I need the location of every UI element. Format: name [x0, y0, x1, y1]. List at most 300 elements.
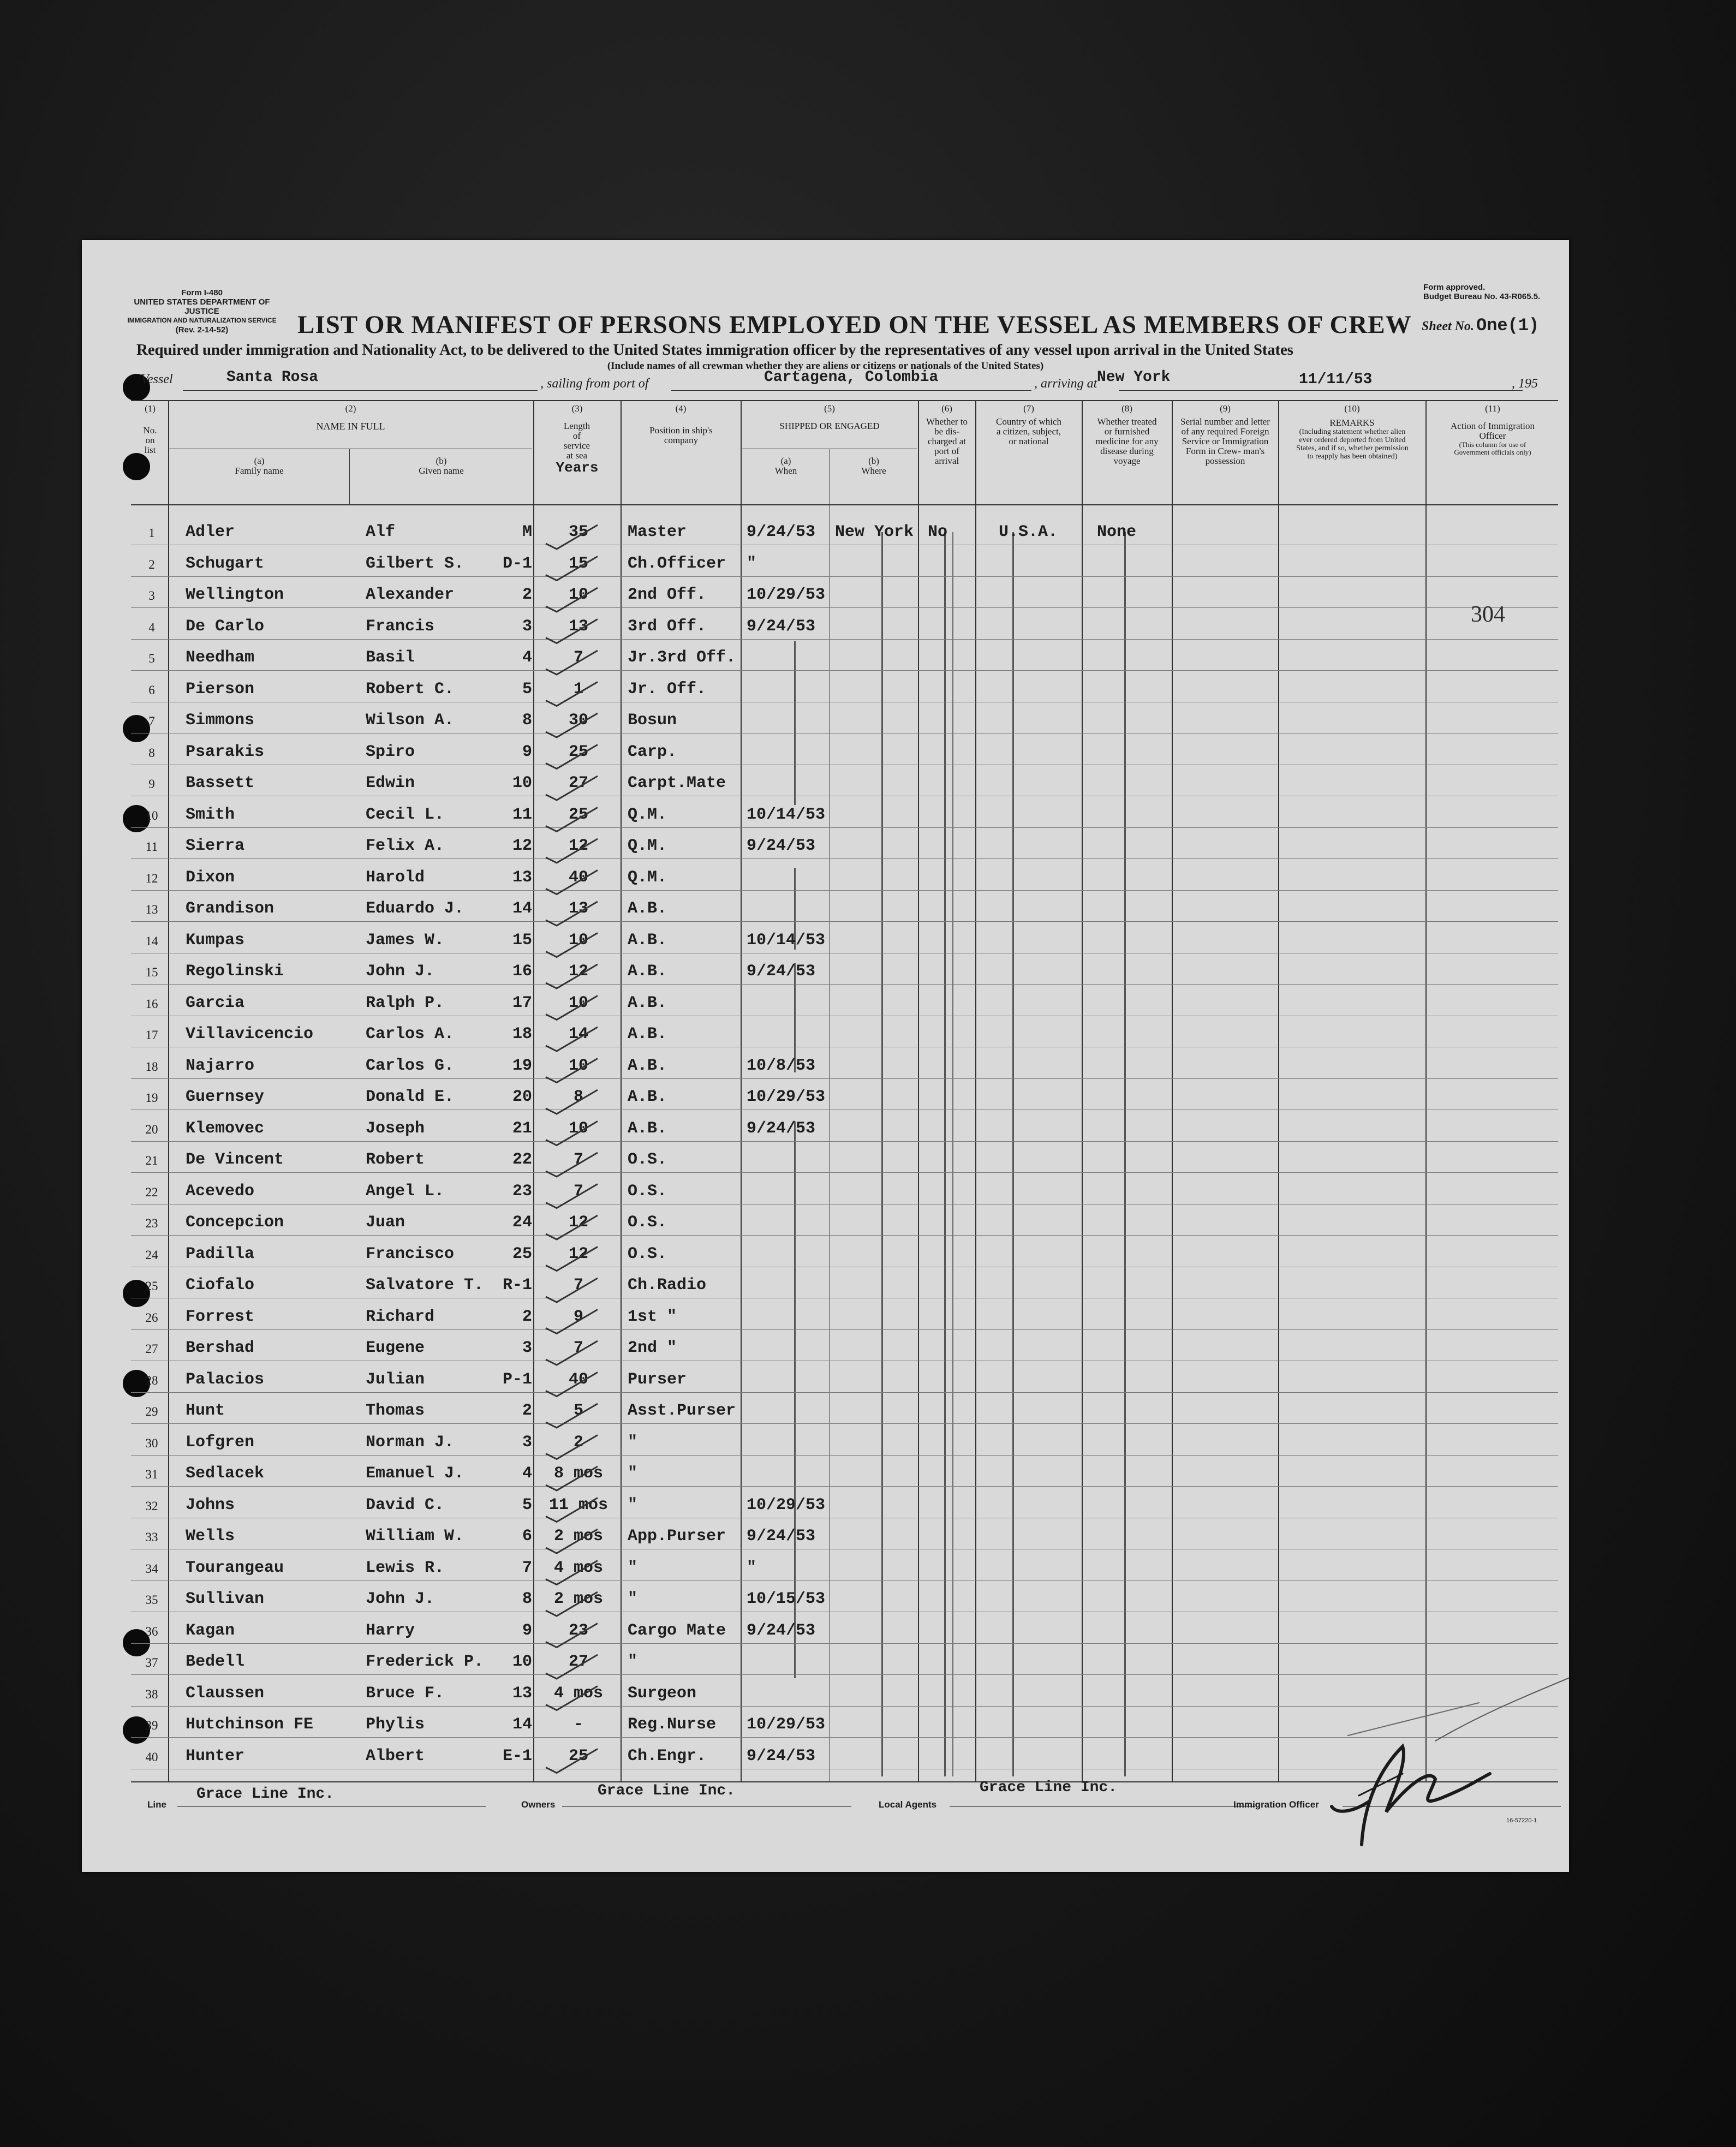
form-revision: (Rev. 2-14-52)	[175, 325, 229, 335]
crew-when: 9/24/53	[747, 1527, 816, 1546]
crew-given: William W.	[366, 1527, 464, 1546]
crew-years: 10	[568, 931, 588, 950]
crew-position: Carp.	[628, 742, 677, 761]
vessel-label: Vessel	[141, 372, 173, 386]
crew-when: 10/29/53	[747, 1715, 826, 1734]
check-mark	[546, 557, 598, 581]
row-number: 14	[145, 934, 158, 948]
crew-family: Regolinski	[186, 962, 284, 981]
crew-family: De Carlo	[186, 617, 265, 636]
crew-code: 17	[512, 993, 532, 1012]
crew-position: "	[628, 1558, 638, 1577]
crew-given: Eugene	[366, 1339, 425, 1357]
row-number: 10	[145, 808, 158, 822]
vessel-value: Santa Rosa	[226, 369, 319, 386]
check-mark	[546, 1184, 598, 1208]
crew-family: Hutchinson FE	[186, 1715, 314, 1734]
col-header-discharged: (6) Whether to be dis- charged at port of arrival	[926, 403, 968, 466]
crew-code: P-1	[502, 1370, 532, 1389]
crew-family: Kumpas	[186, 931, 245, 950]
footer-line-value: Grace Line Inc.	[196, 1786, 335, 1803]
crew-years: 2	[573, 1433, 583, 1452]
row-number: 7	[148, 714, 155, 728]
crew-given: Carlos A.	[366, 1025, 455, 1043]
form-subtitle: Required under immigration and Nationality Act, to be delivered to the United States immigration officer by the representatives of any vessel upon arrival in the United States	[136, 341, 1293, 359]
crew-code: 5	[522, 1495, 532, 1514]
crew-years: 40	[568, 1370, 588, 1389]
footer-owners-label: Owners	[521, 1799, 556, 1810]
crew-code: 24	[512, 1213, 532, 1232]
crew-family: Padilla	[186, 1244, 255, 1263]
crew-code: 5	[522, 679, 532, 699]
crew-years: 13	[568, 899, 588, 918]
check-mark	[546, 776, 598, 800]
row-number: 4	[148, 620, 155, 634]
crew-position: A.B.	[628, 1119, 667, 1138]
row-number: 20	[145, 1122, 158, 1136]
crew-code: M	[522, 523, 532, 541]
row-number: 37	[145, 1656, 158, 1669]
check-mark	[546, 1624, 598, 1648]
row-number: 25	[145, 1279, 158, 1293]
col-header-medicine: (8) Whether treated or furnished medicine for any disease during voyage	[1095, 403, 1159, 466]
col-header-remarks: (10) REMARKS (Including statement whether alien ever ordered deported from United States, and if so, whether permission to reapply has been obtained)	[1296, 403, 1409, 461]
check-mark	[546, 1749, 598, 1773]
crew-position: App.Purser	[628, 1527, 726, 1546]
crew-years: 9	[573, 1307, 583, 1326]
check-mark	[546, 1435, 598, 1459]
crew-when: 9/24/53	[747, 1119, 816, 1138]
crew-given: Robert C.	[366, 679, 455, 699]
crew-family: De Vincent	[186, 1150, 284, 1169]
crew-given: Donald E.	[366, 1088, 455, 1106]
col-header-given: (b) Given name	[419, 456, 464, 476]
service-unit: Years	[556, 460, 599, 476]
crew-years: 12	[568, 962, 588, 981]
crew-position: 3rd Off.	[628, 617, 707, 636]
crew-when: 10/29/53	[747, 1495, 826, 1514]
crew-when: 9/24/53	[747, 962, 816, 981]
crew-code: 22	[512, 1150, 532, 1169]
crew-given: Felix A.	[366, 837, 445, 855]
crew-position: Surgeon	[628, 1684, 697, 1703]
crew-years: 10	[568, 1119, 588, 1138]
sailing-value: Cartagena, Colombia	[764, 369, 939, 386]
crew-code: 14	[512, 1715, 532, 1734]
crew-code: 2	[522, 1401, 532, 1420]
crew-given: Thomas	[366, 1401, 425, 1420]
check-mark	[546, 1247, 598, 1271]
crew-family: Guernsey	[186, 1088, 265, 1106]
row-number: 17	[145, 1028, 158, 1042]
crew-years: 10	[568, 993, 588, 1012]
row-number: 24	[145, 1248, 158, 1262]
check-mark	[546, 1215, 598, 1239]
crew-family: Forrest	[186, 1307, 255, 1326]
crew-position: 1st "	[628, 1307, 677, 1326]
row-number: 38	[145, 1687, 158, 1701]
crew-code: 11	[512, 805, 532, 824]
crew-given: Robert	[366, 1150, 425, 1169]
crew-years: 7	[573, 1276, 583, 1295]
crew-code: 21	[512, 1119, 532, 1138]
check-mark	[546, 1404, 598, 1428]
crew-family: Sierra	[186, 837, 245, 855]
col-header-form-serial: (9) Serial number and letter of any required Foreign Service or Immigration Form in Crew- man's possession	[1180, 403, 1270, 466]
row-number: 33	[145, 1530, 158, 1544]
crew-position: Jr.3rd Off.	[628, 648, 736, 667]
col-header-shipped: (5) SHIPPED OR ENGAGED	[779, 403, 880, 431]
crew-position: A.B.	[628, 1088, 667, 1106]
row-number: 32	[145, 1499, 158, 1513]
crew-position: Reg.Nurse	[628, 1715, 717, 1734]
crew-code: 10	[512, 774, 532, 792]
budget-bureau-line: Budget Bureau No. 43-R065.5.	[1423, 292, 1541, 301]
row-number: 30	[145, 1436, 158, 1450]
crew-family: Wellington	[186, 586, 284, 604]
crew-family: Villavicencio	[186, 1025, 314, 1043]
crew-given: Emanuel J.	[366, 1464, 464, 1483]
crew-code: 4	[522, 648, 532, 667]
crew-given: Juan	[366, 1213, 405, 1232]
row-number: 18	[145, 1059, 158, 1074]
print-code: 16-57220-1	[1506, 1817, 1537, 1824]
crew-position: A.B.	[628, 993, 667, 1012]
row-number: 16	[145, 997, 158, 1011]
crew-position: "	[628, 1590, 638, 1608]
crew-family: Hunt	[186, 1401, 225, 1420]
crew-given: Angel L.	[366, 1182, 445, 1201]
row-number: 3	[148, 589, 155, 603]
crew-years: 12	[568, 837, 588, 855]
crew-when: 10/14/53	[747, 805, 826, 824]
check-mark	[546, 1655, 598, 1679]
crew-when: 9/24/53	[747, 523, 816, 541]
crew-position: 2nd "	[628, 1339, 677, 1357]
crew-years: 25	[568, 805, 588, 824]
crew-given: Gilbert S.	[366, 554, 464, 573]
crew-code: 9	[522, 742, 532, 761]
check-mark	[546, 713, 598, 737]
check-mark	[546, 870, 598, 894]
crew-years: 4 mos	[553, 1558, 603, 1577]
crew-position: A.B.	[628, 899, 667, 918]
crew-position: Cargo Mate	[628, 1621, 726, 1640]
crew-code: 7	[522, 1558, 532, 1577]
check-mark	[546, 1341, 598, 1365]
crew-family: Johns	[186, 1495, 235, 1514]
stamp-number: 304	[1471, 602, 1505, 627]
crew-family: Sullivan	[186, 1590, 265, 1608]
crew-given: Carlos G.	[366, 1056, 455, 1075]
crew-given: David C.	[366, 1495, 445, 1514]
crew-position: Q.M.	[628, 805, 667, 824]
check-mark	[546, 1059, 598, 1083]
row-number: 34	[145, 1561, 158, 1576]
row-number: 35	[145, 1593, 158, 1607]
crew-position: Master	[628, 523, 687, 541]
crew-code: 15	[512, 931, 532, 950]
crew-family: Wells	[186, 1527, 235, 1546]
crew-years: 27	[568, 1653, 588, 1671]
crew-when: 9/24/53	[747, 1621, 816, 1640]
crew-years: 7	[573, 1339, 583, 1357]
crew-given: Edwin	[366, 774, 415, 792]
crew-family: Claussen	[186, 1684, 265, 1703]
crew-years: 40	[568, 868, 588, 887]
col-header-country: (7) Country of which a citizen, subject, or national	[996, 403, 1061, 446]
col-header-when: (a) When	[774, 456, 797, 476]
crew-years: 23	[568, 1621, 588, 1640]
crew-family: Palacios	[186, 1370, 265, 1389]
crew-family: Simmons	[186, 711, 255, 730]
crew-given: Harry	[366, 1621, 415, 1640]
row-number: 11	[145, 840, 158, 854]
crew-when: 9/24/53	[747, 1746, 816, 1766]
crew-when: 10/14/53	[747, 931, 826, 950]
crew-when: 10/8/53	[747, 1056, 816, 1075]
check-mark	[546, 902, 598, 926]
check-mark	[546, 1529, 598, 1553]
crew-family: Hunter	[186, 1746, 245, 1766]
crew-code: 25	[512, 1244, 532, 1263]
crew-given: Alexander	[366, 586, 455, 604]
crew-family: Schugart	[186, 554, 265, 573]
crew-code: 4	[522, 1464, 532, 1483]
crew-family: Bedell	[186, 1653, 245, 1671]
crew-family: Najarro	[186, 1056, 255, 1075]
form-number: Form I-480	[181, 288, 223, 297]
crew-code: E-1	[502, 1746, 532, 1766]
crew-years: 25	[568, 1746, 588, 1766]
check-mark	[546, 619, 598, 643]
check-mark	[546, 1686, 598, 1710]
crew-years: 35	[568, 523, 588, 541]
check-mark	[546, 588, 598, 612]
crew-family: Dixon	[186, 868, 235, 887]
row-number: 26	[145, 1310, 158, 1325]
crew-years: 25	[568, 742, 588, 761]
crew-when: 10/15/53	[747, 1590, 826, 1608]
crew-years: 7	[573, 648, 583, 667]
crew-family: Kagan	[186, 1621, 235, 1640]
crew-given: Lewis R.	[366, 1558, 445, 1577]
crew-country: U.S.A.	[999, 523, 1058, 541]
crew-given: John J.	[366, 962, 435, 981]
footer-line-label: Line	[147, 1799, 166, 1810]
crew-given: John J.	[366, 1590, 435, 1608]
sheet-value: One(1)	[1476, 315, 1540, 336]
row-number: 23	[145, 1216, 158, 1230]
crew-years: 5	[573, 1401, 583, 1420]
arrival-date: 11/11/53	[1299, 371, 1373, 388]
crew-given: Salvatore T.	[366, 1276, 484, 1295]
crew-given: Francis	[366, 617, 435, 636]
row-number: 31	[145, 1468, 158, 1481]
crew-position: Ch.Engr.	[628, 1746, 707, 1766]
crew-family: Acevedo	[186, 1182, 255, 1201]
sheet-label: Sheet No.	[1422, 319, 1474, 333]
crew-given: Joseph	[366, 1119, 425, 1138]
manifest-sheet	[82, 240, 1569, 1872]
check-mark	[546, 808, 598, 832]
crew-when: 9/24/53	[747, 617, 816, 636]
crew-position: Ch.Officer	[628, 554, 726, 573]
crew-position: 2nd Off.	[628, 586, 707, 604]
crew-code: R-1	[502, 1276, 532, 1295]
crew-given: Francisco	[366, 1244, 455, 1263]
check-mark	[546, 1310, 598, 1334]
col-header-number: (1) No. on list	[143, 403, 157, 455]
check-mark	[546, 1090, 598, 1114]
crew-code: 19	[512, 1056, 532, 1075]
crew-position: A.B.	[628, 1056, 667, 1075]
crew-when: 10/29/53	[747, 586, 826, 604]
crew-given: Alf	[366, 523, 396, 541]
row-number: 39	[145, 1719, 158, 1732]
crew-given: Cecil L.	[366, 805, 445, 824]
crew-given: Phylis	[366, 1715, 425, 1734]
crew-family: Grandison	[186, 899, 275, 918]
col-header-name: (2) NAME IN FULL	[316, 403, 385, 432]
crew-code: 12	[512, 837, 532, 855]
row-number: 6	[148, 683, 155, 697]
check-mark	[546, 839, 598, 863]
check-mark	[546, 1592, 598, 1616]
row-number: 9	[148, 777, 155, 791]
check-marks	[546, 525, 598, 1773]
crew-position: "	[628, 1495, 638, 1514]
check-mark	[546, 1122, 598, 1146]
crew-years: 13	[568, 617, 588, 636]
row-number: 15	[145, 965, 158, 979]
crew-family: Smith	[186, 805, 235, 824]
crew-code: 6	[522, 1527, 532, 1546]
crew-given: Harold	[366, 868, 425, 887]
crew-years: 7	[573, 1182, 583, 1201]
crew-position: A.B.	[628, 962, 667, 981]
crew-years: 1	[573, 679, 583, 699]
crew-position: Purser	[628, 1370, 687, 1389]
footer-agents-label: Local Agents	[879, 1799, 937, 1810]
year-label: , 195	[1512, 377, 1538, 391]
crew-given: Frederick P.	[366, 1653, 484, 1671]
crew-given: Julian	[366, 1370, 425, 1389]
crew-code: 2	[522, 1307, 532, 1326]
row-number: 8	[148, 746, 155, 760]
check-mark	[546, 1498, 598, 1522]
crew-given: Albert	[366, 1746, 425, 1766]
row-number: 22	[145, 1185, 158, 1199]
check-mark	[546, 525, 598, 549]
crew-given: Eduardo J.	[366, 899, 464, 918]
check-mark	[546, 1373, 598, 1397]
crew-position: Q.M.	[628, 837, 667, 855]
crew-years: 14	[568, 1025, 588, 1043]
crew-years: 7	[573, 1150, 583, 1169]
crew-years: 11 mos	[548, 1495, 609, 1514]
crew-code: 3	[522, 1433, 532, 1452]
sailing-label: , sailing from port of	[540, 377, 649, 391]
crew-years: 30	[568, 711, 588, 730]
form-title: LIST OR MANIFEST OF PERSONS EMPLOYED ON THE VESSEL AS MEMBERS OF CREW	[297, 311, 1412, 339]
crew-given: James W.	[366, 931, 445, 950]
crew-when: 9/24/53	[747, 837, 816, 855]
crew-code: 3	[522, 617, 532, 636]
check-mark	[546, 1466, 598, 1490]
crew-given: Spiro	[366, 742, 415, 761]
col-header-service: (3) Length of service at sea Years	[535, 404, 619, 473]
check-mark	[546, 933, 598, 957]
check-mark	[546, 964, 598, 988]
crew-code: 2	[522, 586, 532, 604]
check-mark	[546, 745, 598, 769]
crew-family: Needham	[186, 648, 255, 667]
crew-given: Norman J.	[366, 1433, 455, 1452]
crew-position: A.B.	[628, 1025, 667, 1043]
crew-code: 3	[522, 1339, 532, 1357]
crew-when: "	[747, 1558, 757, 1577]
crew-years: 10	[568, 586, 588, 604]
arriving-label: , arriving at	[1034, 377, 1097, 391]
crew-given: Richard	[366, 1307, 435, 1326]
agency-name: UNITED STATES DEPARTMENT OF JUSTICE	[134, 297, 270, 316]
crew-years: 2 mos	[553, 1527, 603, 1546]
crew-position: O.S.	[628, 1244, 667, 1263]
crew-years: 12	[568, 1244, 588, 1263]
crew-when: "	[747, 554, 757, 573]
footer-agents-value: Grace Line Inc.	[980, 1779, 1118, 1796]
crew-years: 12	[568, 1213, 588, 1232]
crew-family: Tourangeau	[186, 1558, 284, 1577]
crew-family: Garcia	[186, 993, 245, 1012]
crew-years: 10	[568, 1056, 588, 1075]
crew-position: "	[628, 1653, 638, 1671]
crew-family: Ciofalo	[186, 1276, 255, 1295]
crew-code: 8	[522, 1590, 532, 1608]
crew-family: Bassett	[186, 774, 255, 792]
row-number: 1	[148, 526, 155, 540]
form-subnote: (Include names of all crewman whether they are aliens or citizens or nationals of the United States)	[607, 360, 1044, 372]
row-number: 27	[145, 1342, 158, 1356]
handwriting-overlay	[82, 240, 1569, 1872]
signature-image	[1332, 1665, 1569, 1845]
crew-code: 20	[512, 1088, 532, 1106]
crew-years: 8 mos	[553, 1464, 603, 1483]
crew-code: 23	[512, 1182, 532, 1201]
footer-owners-value: Grace Line Inc.	[598, 1782, 736, 1799]
crew-position: Ch.Radio	[628, 1276, 707, 1295]
arriving-value: New York	[1097, 369, 1171, 386]
col-header-officer-action: (11) Action of Immigration Officer (This column for use of Government officials only)	[1451, 403, 1535, 456]
col-header-family: (a) Family name	[235, 456, 284, 476]
check-mark	[546, 651, 598, 675]
crew-family: Klemovec	[186, 1119, 265, 1138]
crew-years: 2 mos	[553, 1590, 603, 1608]
crew-when: 10/29/53	[747, 1088, 826, 1106]
crew-code: 9	[522, 1621, 532, 1640]
row-number: 5	[148, 652, 155, 665]
crew-code: 16	[512, 962, 532, 981]
check-mark	[546, 996, 598, 1020]
check-mark	[546, 1153, 598, 1177]
crew-position: O.S.	[628, 1213, 667, 1232]
crew-position: Jr. Off.	[628, 679, 707, 699]
crew-position: "	[628, 1464, 638, 1483]
crew-position: Carpt.Mate	[628, 774, 726, 792]
crew-years: 27	[568, 774, 588, 792]
crew-code: 13	[512, 1684, 532, 1703]
